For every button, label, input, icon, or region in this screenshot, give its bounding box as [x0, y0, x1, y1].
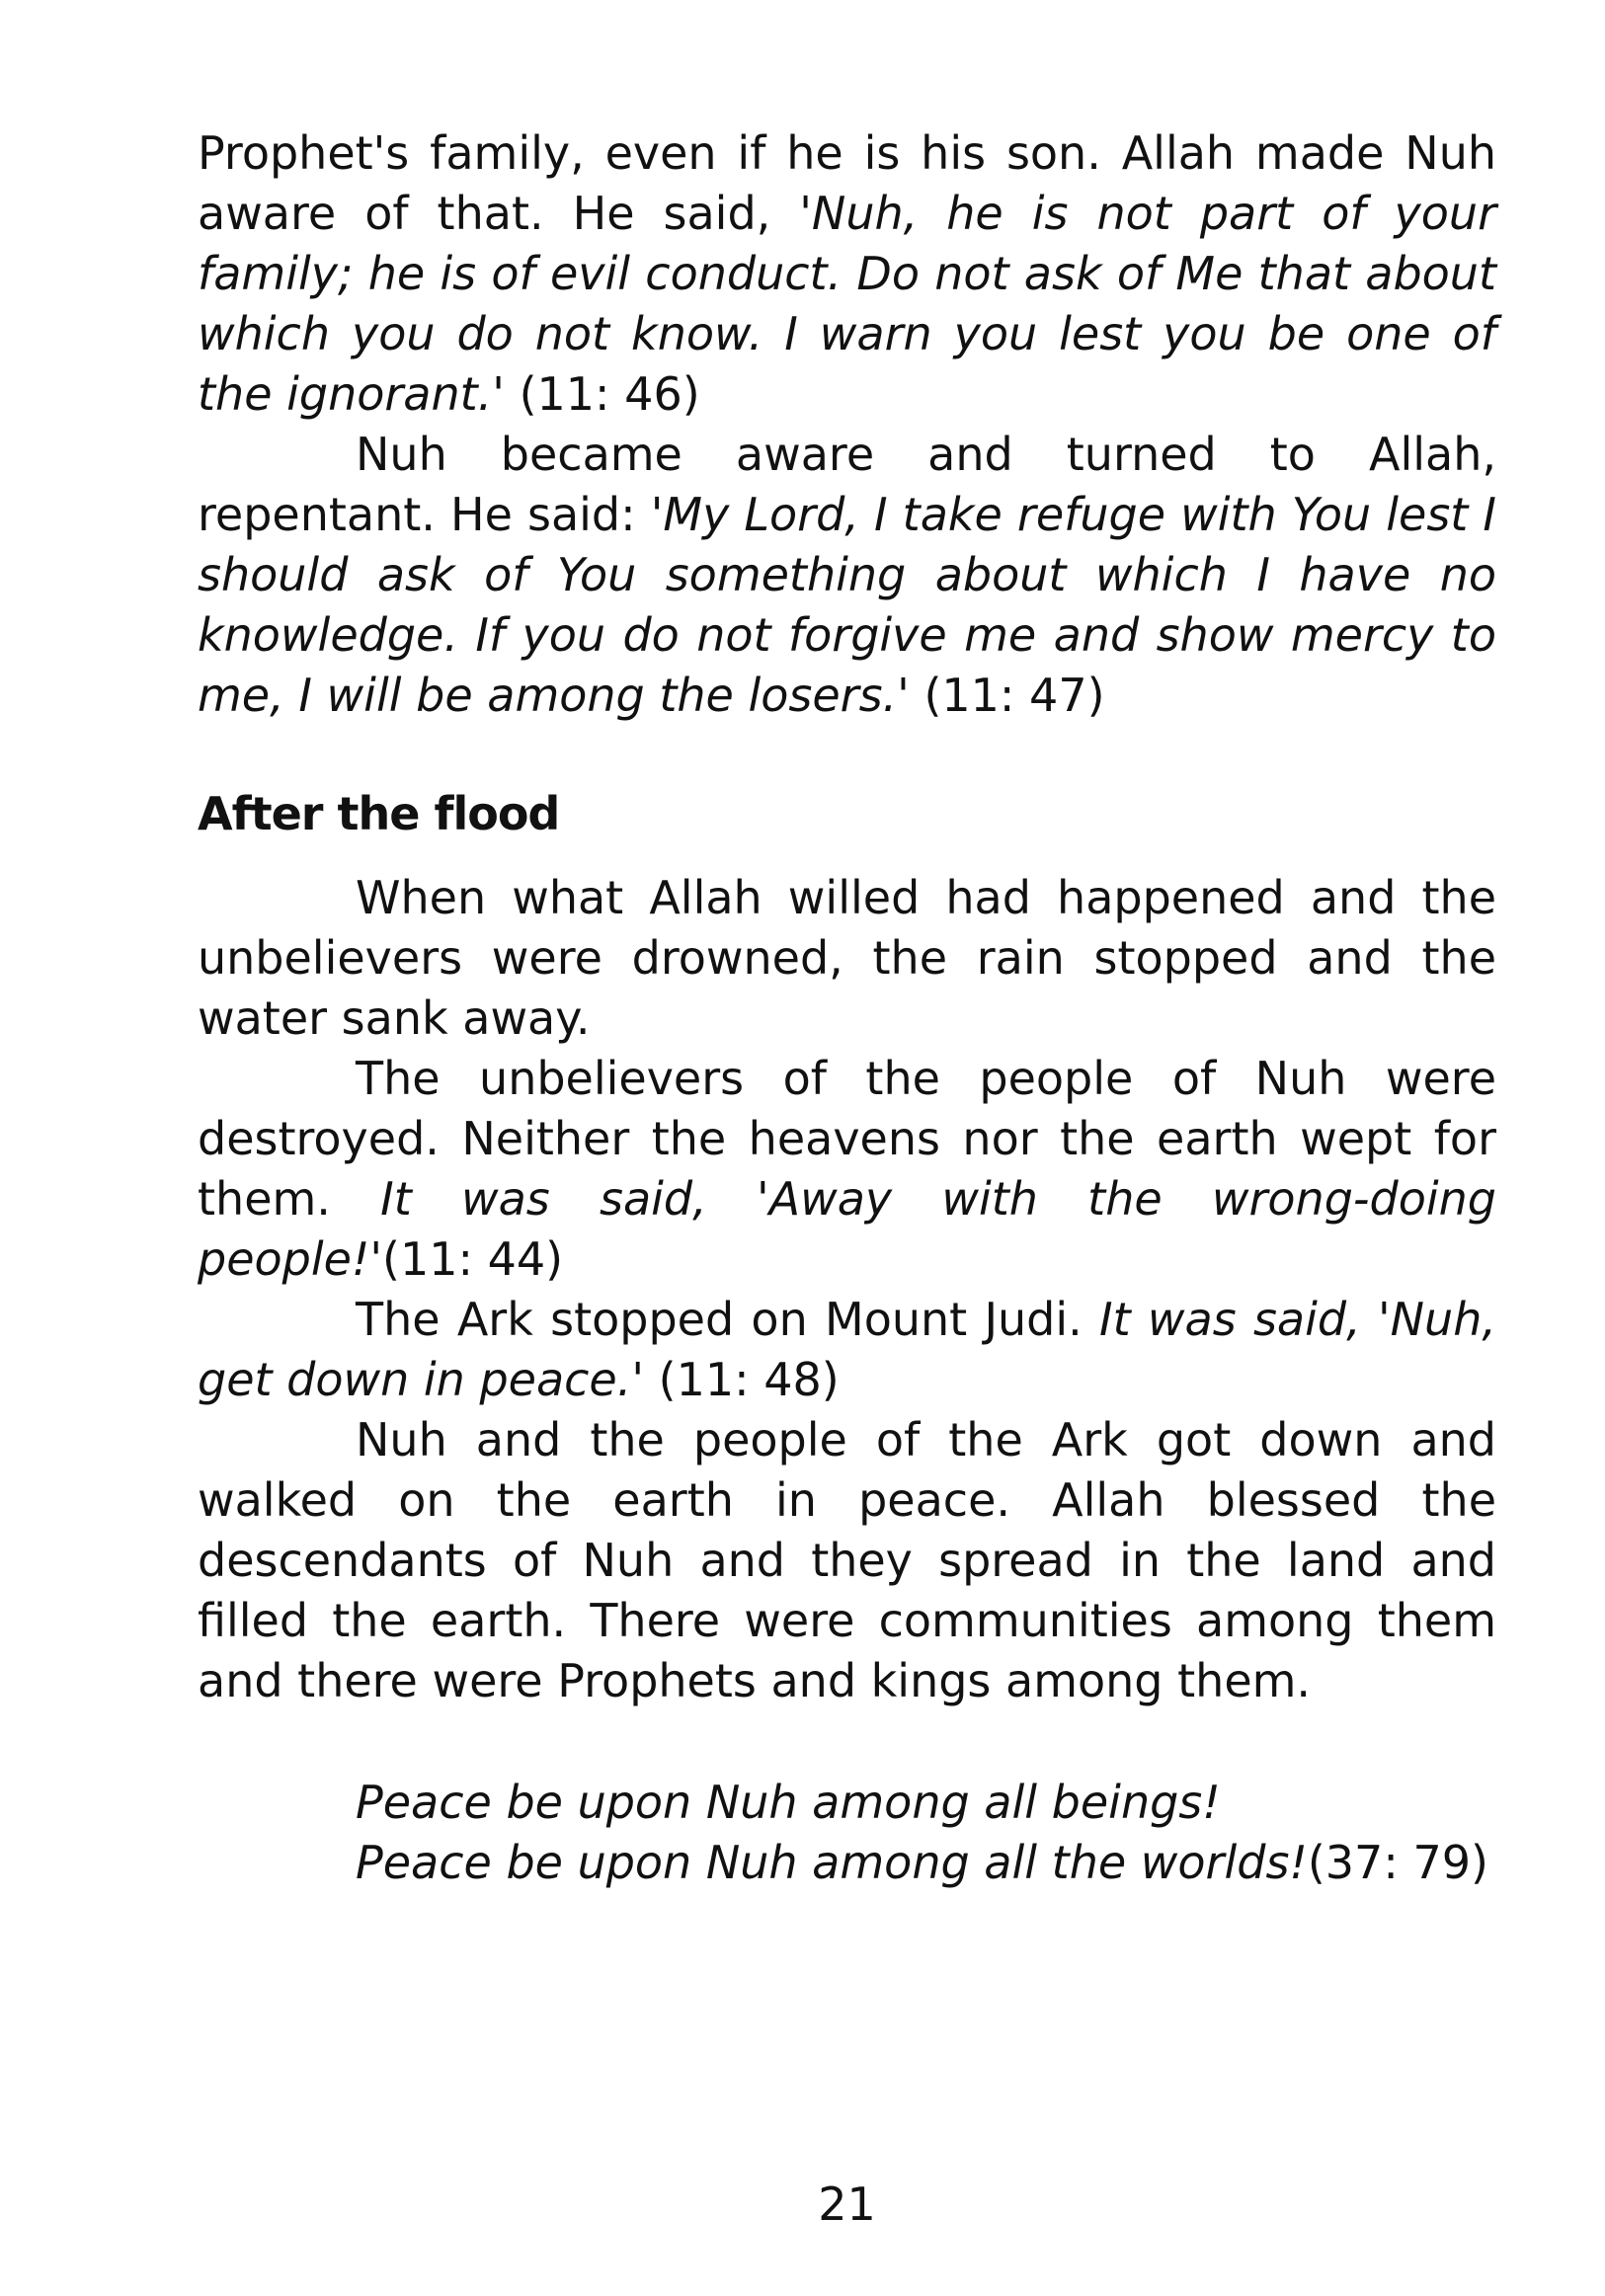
paragraph-5-reference: (11: 48): [644, 1353, 840, 1406]
book-page: [198, 123, 1496, 2247]
paragraph-1-text: Prophet's family, even if he is his son. Allah made Nuh aware of that. He said,: [198, 126, 1496, 240]
paragraph-4-reference: (11: 44): [382, 1232, 564, 1286]
verse-line-1-text: Peace be upon Nuh among all beings!: [356, 1776, 1221, 1829]
section-heading: After the flood: [198, 787, 560, 840]
paragraph-2-reference: (11: 47): [909, 669, 1105, 722]
paragraph-2-quote: 'My Lord, I take refuge with You lest I should ask of You something about which I have no knowledge. If you do not forgive me and show mercy to me, I will be among the losers.': [198, 488, 1496, 722]
paragraph-3-text: When what Allah willed had happened and the unbelievers were drowned, the rain stopped and the water sank away.: [198, 871, 1496, 1045]
closing-verse: [198, 1773, 1496, 1893]
paragraph-5-text: The Ark stopped on Mount Judi.: [356, 1293, 1100, 1346]
verse-line-2-text: Peace be upon Nuh among all the worlds!: [356, 1836, 1308, 1889]
paragraph-5: [198, 1290, 1496, 1410]
paragraph-2: [198, 425, 1496, 726]
paragraph-4-text: The unbelievers of the people of Nuh were destroyed. Neither the heavens nor the earth wept for them.: [198, 1052, 1496, 1226]
paragraph-1-quote: 'Nuh, he is not part of your family; he is of evil conduct. Do not ask of Me that about which you do not know. I warn you lest you be one of the ignorant.': [198, 187, 1496, 421]
paragraph-4-quote: It was said, 'Away with the wrong-doing people!': [198, 1172, 1496, 1286]
verse-line-2: [198, 1833, 1496, 1893]
paragraph-3: [198, 868, 1496, 1049]
paragraph-6: [198, 1410, 1496, 1711]
paragraph-4: [198, 1049, 1496, 1290]
verse-line-1: [198, 1773, 1496, 1833]
paragraph-6-text: Nuh and the people of the Ark got down and walked on the earth in peace. Allah blessed the descendants of Nuh and they spread in the land and filled the earth. There were communities among them and there were Prophets and kings among them.: [198, 1413, 1496, 1707]
paragraph-5-quote: It was said, 'Nuh, get down in peace.': [198, 1293, 1496, 1406]
paragraph-2-text: Nuh became aware and turned to Allah, repentant. He said:: [198, 428, 1496, 541]
page-number: 21: [818, 2177, 876, 2231]
paragraph-1: [198, 123, 1496, 425]
paragraph-1-reference: (11: 46): [504, 367, 700, 421]
verse-reference: (37: 79): [1307, 1836, 1488, 1889]
